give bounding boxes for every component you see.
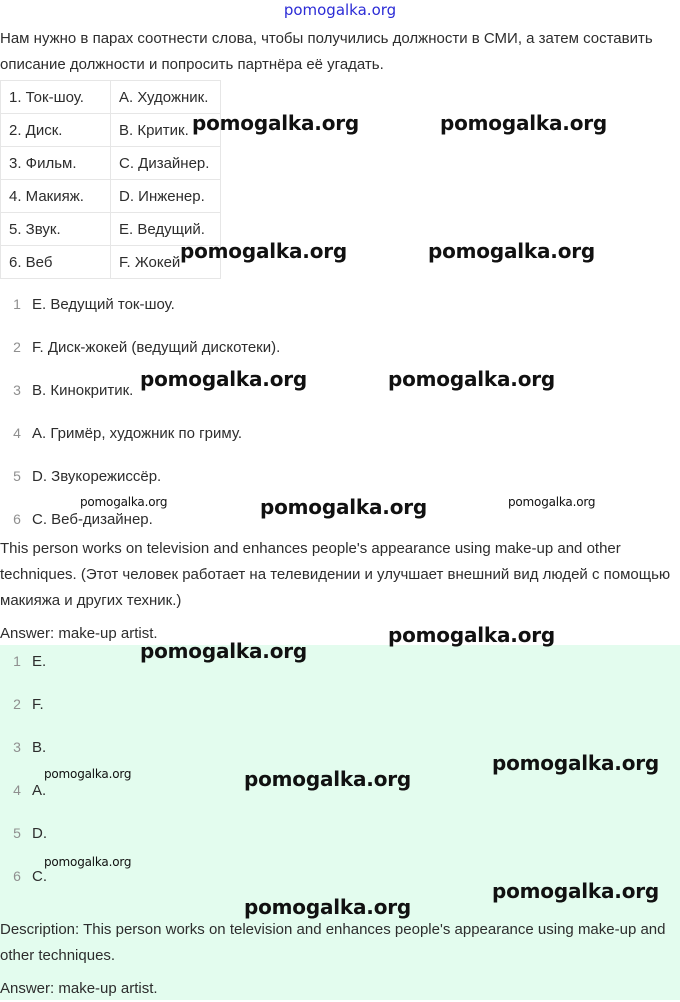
list-number: 1 [13, 296, 21, 312]
list-item [0, 423, 660, 466]
list-number: 5 [13, 825, 21, 841]
list-text: D. [32, 825, 47, 842]
table-cell-word: 2. Диск. [1, 114, 111, 147]
list-text: B. [32, 739, 47, 756]
list-number: 2 [13, 696, 21, 712]
list-text: F. [32, 696, 44, 713]
list-item [0, 696, 660, 739]
watermark: pomogalka.org [80, 495, 168, 509]
watermark: pomogalka.org [388, 623, 556, 647]
table-cell-word: 5. Звук. [1, 213, 111, 246]
list-text: F. Диск-жокей (ведущий дискотеки). [32, 339, 281, 356]
table-row [1, 81, 221, 114]
description-paragraph: This person works on television and enhances people's appearance using make-up and other techniques. (Этот человек работает на телевидении и улучшает внешний вид людей с помощью макияжа и других техник.) [0, 540, 671, 609]
watermark: pomogalka.org [44, 767, 132, 781]
answer-box-description: Description: This person works on television and enhances people's appearance using make-up and other techniques. [0, 921, 666, 964]
list-text: C. Веб-дизайнер. [32, 511, 153, 528]
list-text: E. [32, 653, 47, 670]
table-cell-word: 3. Фильм. [1, 147, 111, 180]
list-text: A. [32, 782, 47, 799]
table-row [1, 114, 221, 147]
watermark: pomogalka.org [260, 495, 428, 519]
watermark: pomogalka.org [180, 239, 348, 263]
watermark: pomogalka.org [44, 855, 132, 869]
table-cell-word: 1. Ток-шоу. [1, 81, 111, 114]
table-cell-match: A. Художник. [111, 81, 221, 114]
list-number: 6 [13, 868, 21, 884]
table-cell-match: B. Критик. [111, 114, 221, 147]
table-cell-match: D. Инженер. [111, 180, 221, 213]
watermark: pomogalka.org [244, 895, 412, 919]
watermark: pomogalka.org [140, 639, 308, 663]
watermark: pomogalka.org [388, 367, 556, 391]
list-number: 1 [13, 653, 21, 669]
watermark: pomogalka.org [244, 767, 412, 791]
watermark: pomogalka.org [440, 111, 608, 135]
list-item [0, 380, 660, 423]
watermark: pomogalka.org [140, 367, 308, 391]
list-number: 6 [13, 511, 21, 527]
list-item [0, 337, 660, 380]
list-item [0, 653, 660, 696]
list-number: 5 [13, 468, 21, 484]
watermark: pomogalka.org [508, 495, 596, 509]
table-cell-match: E. Ведущий. [111, 213, 221, 246]
table-cell-word: 4. Макияж. [1, 180, 111, 213]
table-cell-match: C. Дизайнер. [111, 147, 221, 180]
task-instruction: Нам нужно в парах соотнести слова, чтобы получились должности в СМИ, а затем составить описание должности и попросить партнёра её угадать. [0, 30, 653, 73]
list-text: E. Ведущий ток-шоу. [32, 296, 175, 313]
list-number: 4 [13, 425, 21, 441]
list-text: A. Гримёр, художник по гриму. [32, 425, 242, 442]
answer-text: Answer: make-up artist. [0, 625, 158, 642]
list-text: D. Звукорежиссёр. [32, 468, 162, 485]
list-number: 2 [13, 339, 21, 355]
list-number: 4 [13, 782, 21, 798]
list-item [0, 294, 660, 337]
table-cell-word: 6. Веб [1, 246, 111, 279]
watermark: pomogalka.org [428, 239, 596, 263]
watermark: pomogalka.org [192, 111, 360, 135]
table-row [1, 180, 221, 213]
answer-box [0, 645, 680, 1000]
list-number: 3 [13, 382, 21, 398]
table-row [1, 147, 221, 180]
watermark: pomogalka.org [492, 751, 660, 775]
list-number: 3 [13, 739, 21, 755]
watermark: pomogalka.org [492, 879, 660, 903]
answer-box-answer: Answer: make-up artist. [0, 980, 158, 997]
site-title[interactable]: pomogalka.org [283, 1, 397, 19]
list-text: C. [32, 868, 47, 885]
table-cell-match: F. Жокей [111, 246, 221, 279]
list-text: B. Кинокритик. [32, 382, 134, 399]
